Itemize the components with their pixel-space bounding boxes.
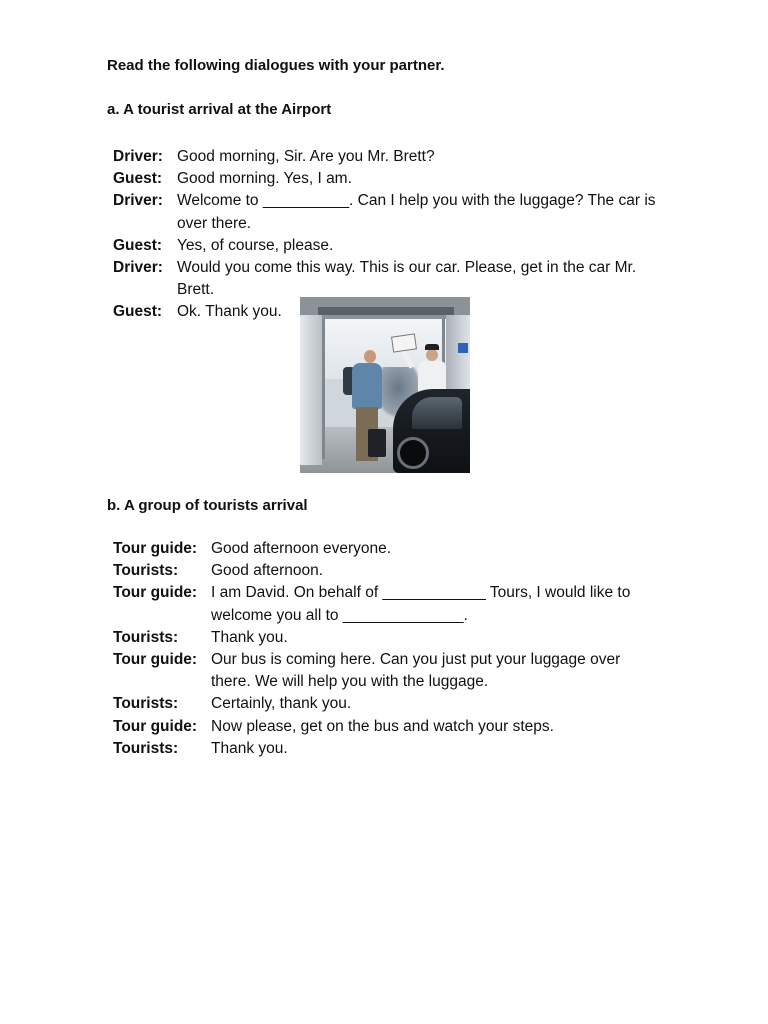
dialogue-text: Welcome to __________. Can I help you with the luggage? The car is over there. <box>177 192 656 232</box>
photo-car-wheel <box>397 437 429 469</box>
speaker-label: Driver: <box>113 192 163 210</box>
dialogue-line <box>113 168 658 190</box>
dialogue-text: Thank you. <box>211 739 288 757</box>
dialogue-line <box>113 538 658 560</box>
photo-suitcase <box>368 429 386 457</box>
photo-pillar-left <box>300 315 322 465</box>
speaker-label: Tourists: <box>113 695 179 713</box>
dialogue-line <box>113 235 658 257</box>
dialogue-line <box>113 627 658 649</box>
dialogue-text: Yes, of course, please. <box>177 236 334 254</box>
dialogue-line <box>113 738 658 760</box>
photo-chauffeur-head <box>426 349 438 361</box>
photo-name-sign <box>391 333 417 352</box>
dialogue-text: Certainly, thank you. <box>211 695 352 713</box>
speaker-label: Tourists: <box>113 628 179 646</box>
section-b-title: b. A group of tourists arrival <box>107 497 308 514</box>
speaker-label: Tourists: <box>113 562 179 580</box>
photo-door-header <box>318 307 454 315</box>
section-a-title: a. A tourist arrival at the Airport <box>107 101 332 118</box>
dialogue-line <box>113 190 658 234</box>
photo-traveler <box>352 363 382 409</box>
photo-blue-sign <box>458 343 468 353</box>
dialogue-text: Now please, get on the bus and watch your steps. <box>211 717 554 735</box>
photo-door-left <box>322 319 325 459</box>
speaker-label: Tour guide: <box>113 651 198 669</box>
dialogue-line <box>113 716 658 738</box>
dialogue-text: Ok. Thank you. <box>177 303 282 321</box>
dialogue-text: Our bus is coming here. Can you just put your luggage over there. We will help you with the luggage. <box>211 651 621 691</box>
speaker-label: Driver: <box>113 259 163 277</box>
speaker-label: Driver: <box>113 148 163 165</box>
dialogue-text: Good morning. Yes, I am. <box>177 170 352 188</box>
speaker-label: Guest: <box>113 303 163 321</box>
speaker-label: Guest: <box>113 170 163 188</box>
speaker-label: Guest: <box>113 236 163 254</box>
dialogue-line <box>113 693 658 715</box>
photo-car-window <box>412 397 462 429</box>
dialogue-text: Good afternoon. <box>211 562 324 580</box>
dialogue-text: Good afternoon everyone. <box>211 540 392 557</box>
dialogue-line <box>113 257 658 301</box>
photo-traveler-head <box>364 350 376 363</box>
dialogue-line <box>113 560 658 582</box>
dialogue-text: Good morning, Sir. Are you Mr. Brett? <box>177 148 435 165</box>
photo-chauffeur-cap <box>425 344 439 350</box>
speaker-label: Tour guide: <box>113 540 198 557</box>
speaker-label: Tourists: <box>113 739 179 757</box>
dialogue-text: Thank you. <box>211 628 288 646</box>
dialogue-line <box>113 146 658 168</box>
speaker-label: Tour guide: <box>113 717 198 735</box>
airport-arrival-photo <box>300 297 470 473</box>
dialogue-text: Would you come this way. This is our car. Please, get in the car Mr. Brett. <box>177 259 637 299</box>
instruction-text: Read the following dialogues with your partner. <box>107 57 445 74</box>
dialogue-b <box>113 538 658 760</box>
dialogue-text: I am David. On behalf of ____________ Tours, I would like to welcome you all to ______________. <box>211 584 631 624</box>
dialogue-line <box>113 582 658 626</box>
dialogue-line <box>113 649 658 693</box>
speaker-label: Tour guide: <box>113 584 198 602</box>
